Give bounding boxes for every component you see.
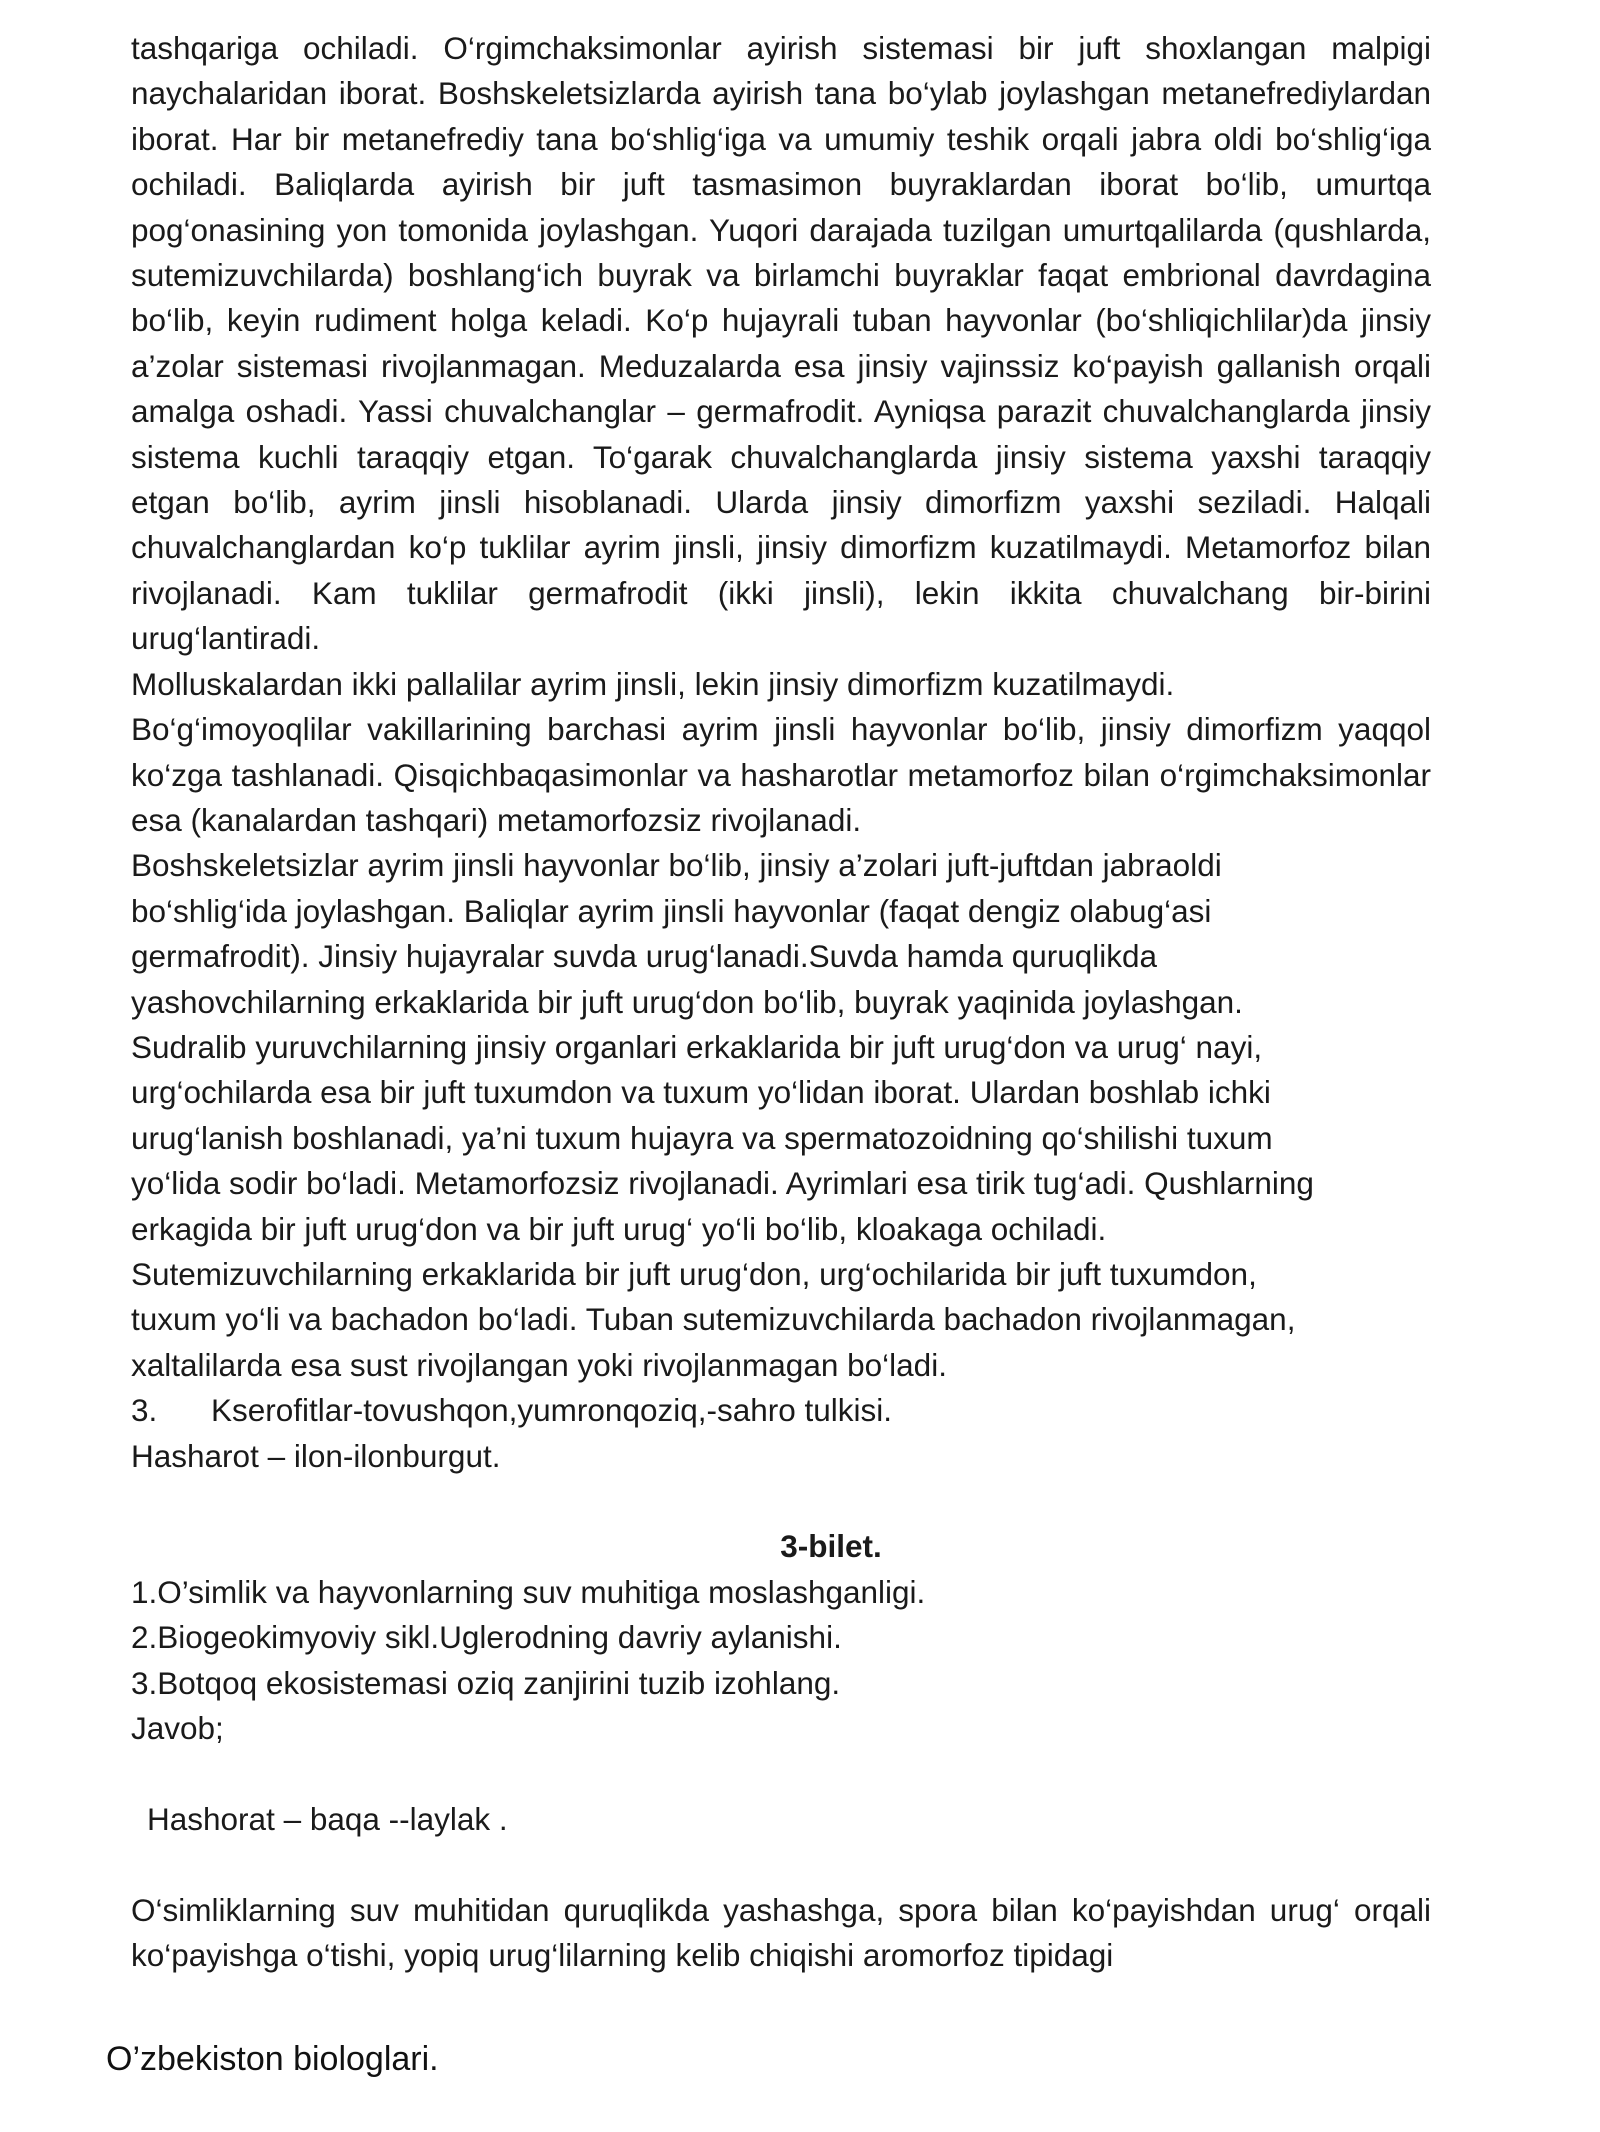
food-chain-hasharot: Hasharot – ilon-ilonburgut. (131, 1437, 501, 1474)
text-line: erkagida bir juft urug‘don va bir juft urug‘ yo‘li bo‘lib, kloakaga ochiladi. (131, 1210, 1107, 1247)
paragraph-mollusks: Molluskalardan ikki pallalilar ayrim jinsli, lekin jinsiy dimorfizm kuzatilmaydi. (131, 665, 1175, 702)
text-line: xaltalilarda esa sust rivojlangan yoki rivojlanmagan bo‘ladi. (131, 1346, 947, 1383)
document-body (131, 26, 1431, 1978)
question-2: 2.Biogeokimyoviy sikl.Uglerodning davriy aylanishi. (131, 1619, 842, 1656)
text-line: urg‘ochilarda esa bir juft tuxumdon va tuxum yo‘lidan iborat. Ulardan boshlab ichki (131, 1074, 1271, 1111)
question-3: 3.Botqoq ekosistemasi oziq zanjirini tuzib izohlang. (131, 1664, 841, 1701)
list-item-3 (131, 1388, 1431, 1433)
blank-line (131, 1751, 1431, 1796)
text-line: urug‘lanish boshlanadi, ya’ni tuxum hujayra va spermatozoidning qo‘shilishi tuxum (131, 1119, 1273, 1156)
blank-line (131, 1479, 1431, 1524)
question-1: 1.O’simlik va hayvonlarning suv muhitiga moslashganligi. (131, 1573, 926, 1610)
food-chain-answer: Hashorat – baqa --laylak . (147, 1800, 508, 1837)
text-line: yo‘lida sodir bo‘ladi. Metamorfozsiz rivojlanadi. Ayrimlari esa tirik tug‘adi. Qushlarning (131, 1165, 1314, 1202)
paragraph-aromorphosis: O‘simliklarning suv muhitidan quruqlikda yashashga, spora bilan ko‘payishdan urug‘ orqali ko‘payishga o‘tishi, yopiq urug‘lilarning kelib chiqishi aromorfoz tipidagi (131, 1891, 1431, 1974)
answer-label: Javob; (131, 1710, 224, 1747)
list-number: 3. (131, 1392, 158, 1429)
list-text: Kserofitlar-tovushqon,yumronqoziq,-sahro tulkisi. (211, 1392, 893, 1429)
text-line: germafrodit). Jinsiy hujayralar suvda urug‘lanadi.Suvda hamda quruqlikda (131, 938, 1158, 975)
text-line: Sutemizuvchilarning erkaklarida bir juft urug‘don, urg‘ochilarida bir juft tuxumdon, (131, 1255, 1257, 1292)
text-line: yashovchilarning erkaklarida bir juft urug‘don bo‘lib, buyrak yaqinida joylashgan. (131, 983, 1243, 1020)
ticket-title: 3-bilet. (780, 1528, 882, 1565)
text-line: bo‘shlig‘ida joylashgan. Baliqlar ayrim jinsli hayvonlar (faqat dengiz olabug‘asi (131, 892, 1212, 929)
text-line: Boshskeletsizlar ayrim jinsli hayvonlar bo‘lib, jinsiy a’zolari juft-juftdan jabraoldi (131, 847, 1222, 884)
text-line: tuxum yo‘li va bachadon bo‘ladi. Tuban sutemizuvchilarda bachadon rivojlanmagan, (131, 1301, 1296, 1338)
footer-watermark: O’zbekiston biologlari. (106, 2040, 439, 2078)
blank-line (131, 1842, 1431, 1887)
text-line: Sudralib yuruvchilarning jinsiy organlari erkaklarida bir juft urug‘don va urug‘ nayi, (131, 1028, 1263, 1065)
paragraph-arthropods: Bo‘g‘imoyoqlilar vakillarining barchasi ayrim jinsli hayvonlar bo‘lib, jinsiy dimorfizm yaqqol ko‘zga tashlanadi. Qisqichbaqasimonlar va hasharotlar metamorfoz bilan o‘rgimchaksimonlar esa (kanalardan tashqari) metamorfozsiz rivojlanadi. (131, 711, 1431, 838)
paragraph-excretory-reproductive: tashqariga ochiladi. O‘rgimchaksimonlar ayirish sistemasi bir juft shoxlangan malpigi naychalaridan iborat. Boshskeletsizlarda ayirish tana bo‘ylab joylashgan metanefrediylardan iborat. Har bir metanefrediy tana bo‘shlig‘iga va umumiy teshik orqali jabra oldi bo‘shlig‘iga ochiladi. Baliqlarda ayirish bir juft tasmasimon buyraklardan iborat bo‘lib, umurtqa pog‘onasining yon tomonida joylashgan. Yuqori darajada tuzilgan umurtqalilarda (qushlarda, sutemizuvchilarda) boshlang‘ich buyrak va birlamchi buyraklar faqat embrional davrdagina bo‘lib, keyin rudiment holga keladi. Ko‘p hujayrali tuban hayvonlar (bo‘shliqichlilar)da jinsiy a’zolar sistemasi rivojlanmagan. Meduzalarda esa jinsiy vajinssiz ko‘payish gallanish orqali amalga oshadi. Yassi chuvalchanglar – germafrodit. Ayniqsa parazit chuvalchanglarda jinsiy sistema kuchli taraqqiy etgan. To‘garak chuvalchanglarda jinsiy sistema yaxshi taraqqiy etgan bo‘lib, ayrim jinsli hisoblanadi. Ularda jinsiy dimorfizm yaxshi seziladi. Halqali chuvalchanglardan ko‘p tuklilar ayrim jinsli, jinsiy dimorfizm kuzatilmaydi. Metamorfoz bilan rivojlanadi. Kam tuklilar germafrodit (ikki jinsli), lekin ikkita chuvalchang bir-birini urug‘lantiradi. (131, 30, 1431, 657)
paragraph-vertebrates (131, 843, 1431, 1388)
